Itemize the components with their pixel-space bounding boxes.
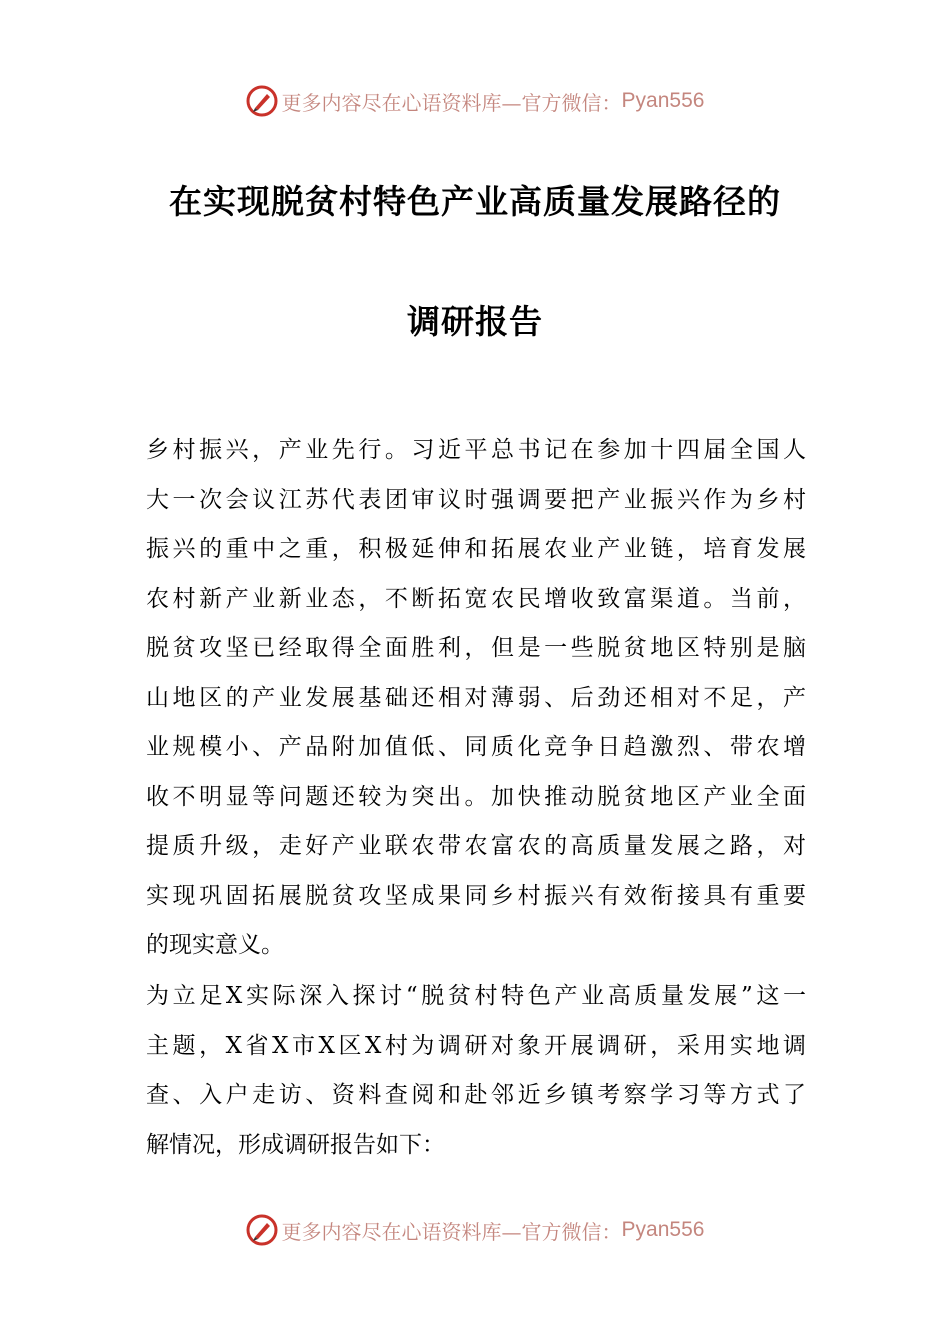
pen-logo-icon [246, 85, 278, 117]
paragraph-line: 乡村振兴，产业先行。习近平总书记在参加十四届全国人 [146, 437, 806, 463]
paragraph-line: 山地区的产业发展基础还相对薄弱、后劲还相对不足，产 [146, 684, 806, 711]
paragraph-line: 农村新产业新业态，不断拓宽农民增收致富渠道。当前， [146, 585, 806, 612]
watermark-text: 更多内容尽在心语资料库—官方微信： [281, 1219, 622, 1244]
document-title-line-2: 调研报告 [407, 302, 543, 341]
pen-logo-icon [246, 1214, 278, 1246]
document-title-line-1: 在实现脱贫村特色产业高质量发展路径的 [169, 182, 781, 221]
paragraph-line: 脱贫攻坚已经取得全面胜利，但是一些脱贫地区特别是脑 [146, 635, 806, 661]
header-watermark [0, 81, 950, 121]
paragraph-line: 提质升级，走好产业联农带农富农的高质量发展之路，对 [146, 833, 806, 859]
paragraph-line: 为立足X实际深入探讨“脱贫村特色产业高质量发展”这一 [146, 983, 806, 1009]
paragraph-1 [146, 426, 806, 971]
paragraph-line: 业规模小、产品附加值低、同质化竞争日趋激烈、带农增 [146, 734, 806, 760]
paragraph-line: 大一次会议江苏代表团审议时强调要把产业振兴作为乡村 [146, 486, 806, 513]
paragraph-line: 查、入户走访、资料查阅和赴邻近乡镇考察学习等方式了 [146, 1082, 806, 1108]
paragraph-2 [146, 972, 806, 1170]
watermark-wechat-id: Pyan556 [621, 89, 705, 112]
paragraph-line: 振兴的重中之重，积极延伸和拓展农业产业链，培育发展 [146, 536, 806, 562]
watermark-text: 更多内容尽在心语资料库—官方微信： [281, 90, 622, 115]
watermark-wechat-id: Pyan556 [621, 1218, 705, 1241]
paragraph-line: 的现实意义。 [146, 932, 284, 958]
paragraph-line: 解情况，形成调研报告如下： [146, 1131, 445, 1158]
footer-watermark [0, 1210, 950, 1250]
paragraph-line: 实现巩固拓展脱贫攻坚成果同乡村振兴有效衔接具有重要 [146, 882, 806, 909]
paragraph-line: 收不明显等问题还较为突出。加快推动脱贫地区产业全面 [146, 783, 806, 810]
paragraph-line: 主题，X省X市X区X村为调研对象开展调研，采用实地调 [146, 1032, 806, 1059]
